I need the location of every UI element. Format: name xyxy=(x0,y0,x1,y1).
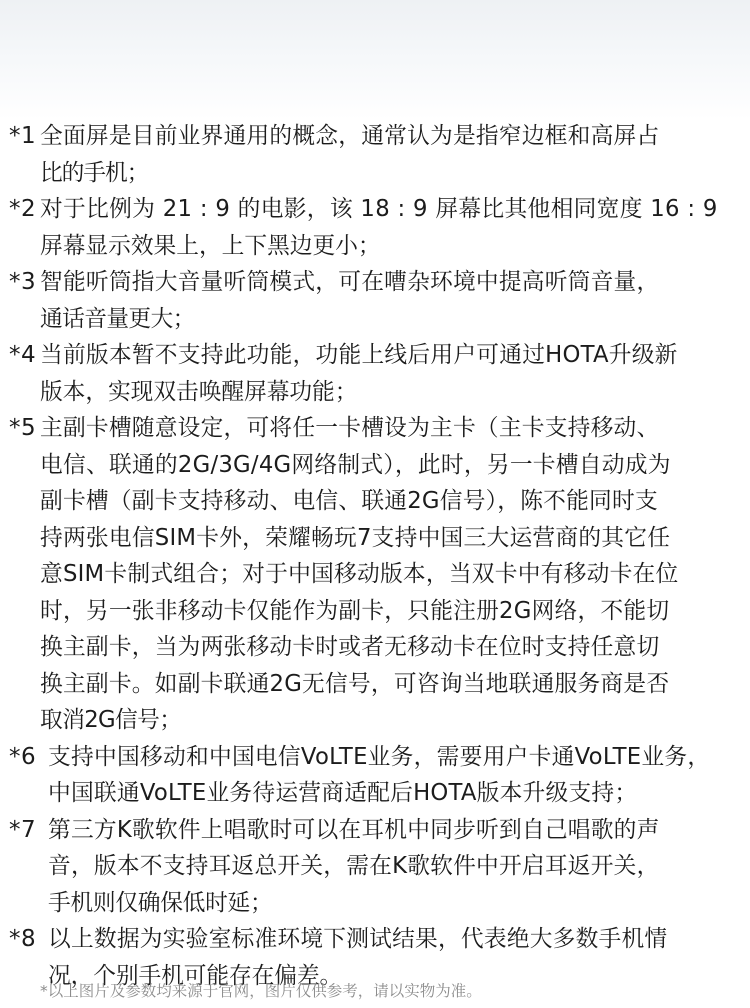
footnote-7 xyxy=(0,812,750,922)
footnote-line: 持两张电信SIM卡外，荣耀畅玩7支持中国三大运营商的其它任 xyxy=(40,524,671,551)
footnote-marker: *1 xyxy=(9,123,37,149)
footnote-line: 时，另一张非移动卡仅能作为副卡，只能注册2G网络，不能切 xyxy=(40,597,670,624)
footnote-marker: *4 xyxy=(9,342,37,368)
footnote-line: 主副卡槽随意设定，可将任一卡槽设为主卡（主卡支持移动、 xyxy=(40,415,660,441)
footnote-line: 对于比例为 21 : 9 的电影，该 18 : 9 屏幕比其他相同宽度 16 : 9 xyxy=(40,196,718,222)
footnote-4 xyxy=(0,337,750,410)
footnote-1 xyxy=(0,118,750,191)
footnote-marker: *8 xyxy=(9,926,37,952)
footnote-line: 第三方K歌软件上唱歌时可以在耳机中同步听到自己唱歌的声 xyxy=(48,816,660,843)
footnote-line: 取消2G信号； xyxy=(40,707,182,733)
footnote-list xyxy=(0,118,750,994)
footnote-2 xyxy=(0,191,750,264)
footnote-text xyxy=(40,118,750,191)
footnote-line: 电信、联通的2G/3G/4G网络制式），此时，另一卡槽自动成为 xyxy=(40,451,671,478)
footnote-line: 意SIM卡制式组合；对于中国移动版本，当双卡中有移动卡在位 xyxy=(40,561,679,587)
footnote-line: 音，版本不支持耳返总开关，需在K歌软件中开启耳返开关， xyxy=(48,853,660,879)
footnote-line: 以上数据为实验室标准环境下测试结果，代表绝大多数手机情 xyxy=(48,926,668,952)
footnote-text xyxy=(48,812,750,922)
footnote-3 xyxy=(0,264,750,337)
footnote-line: 通话音量更大； xyxy=(40,305,195,332)
footnote-line: 中国联通VoLTE业务待运营商适配后HOTA版本升级支持； xyxy=(48,780,638,806)
footnote-line: 况，个别手机可能存在偏差。 xyxy=(48,962,343,989)
footnote-text xyxy=(40,191,750,264)
footnote-line: 换主副卡。如副卡联通2G无信号，可咨询当地联通服务商是否 xyxy=(40,670,670,697)
footnote-line: 当前版本暂不支持此功能，功能上线后用户可通过HOTA升级新 xyxy=(40,342,678,368)
footnote-text xyxy=(48,739,750,812)
footnote-5 xyxy=(0,410,750,739)
footnote-marker: *5 xyxy=(9,415,37,441)
footnote-text xyxy=(40,337,750,410)
footnote-marker: *2 xyxy=(9,196,37,222)
footnote-line: 支持中国移动和中国电信VoLTE业务，需要用户卡通VoLTE业务， xyxy=(48,743,711,770)
footnote-marker: *7 xyxy=(9,816,37,843)
footnote-line: 版本，实现双击唤醒屏幕功能； xyxy=(40,378,358,405)
footnote-line: 智能听筒指大音量听筒模式，可在嘈杂环境中提高听筒音量， xyxy=(40,269,660,295)
footnote-line: 换主副卡，当为两张移动卡时或者无移动卡在位时支持任意切 xyxy=(40,634,660,660)
disclaimer-footer: *以上图片及参数均来源于官网，图片仅供参考，请以实物为准。 xyxy=(40,982,482,1000)
footnote-line: 手机则仅确保低时延； xyxy=(48,889,273,916)
footnote-marker: *3 xyxy=(9,269,37,295)
footnote-line: 全面屏是目前业界通用的概念，通常认为是指窄边框和高屏占 xyxy=(40,123,660,149)
footnote-line: 比的手机； xyxy=(40,159,149,186)
footnote-marker: *6 xyxy=(9,743,37,770)
footnote-line: 屏幕显示效果上，上下黑边更小； xyxy=(40,232,381,259)
footnote-text xyxy=(40,264,750,337)
footnote-6 xyxy=(0,739,750,812)
footnote-line: 副卡槽（副卡支持移动、电信、联通2G信号），陈不能同时支 xyxy=(40,488,658,514)
footnote-text xyxy=(40,410,750,739)
